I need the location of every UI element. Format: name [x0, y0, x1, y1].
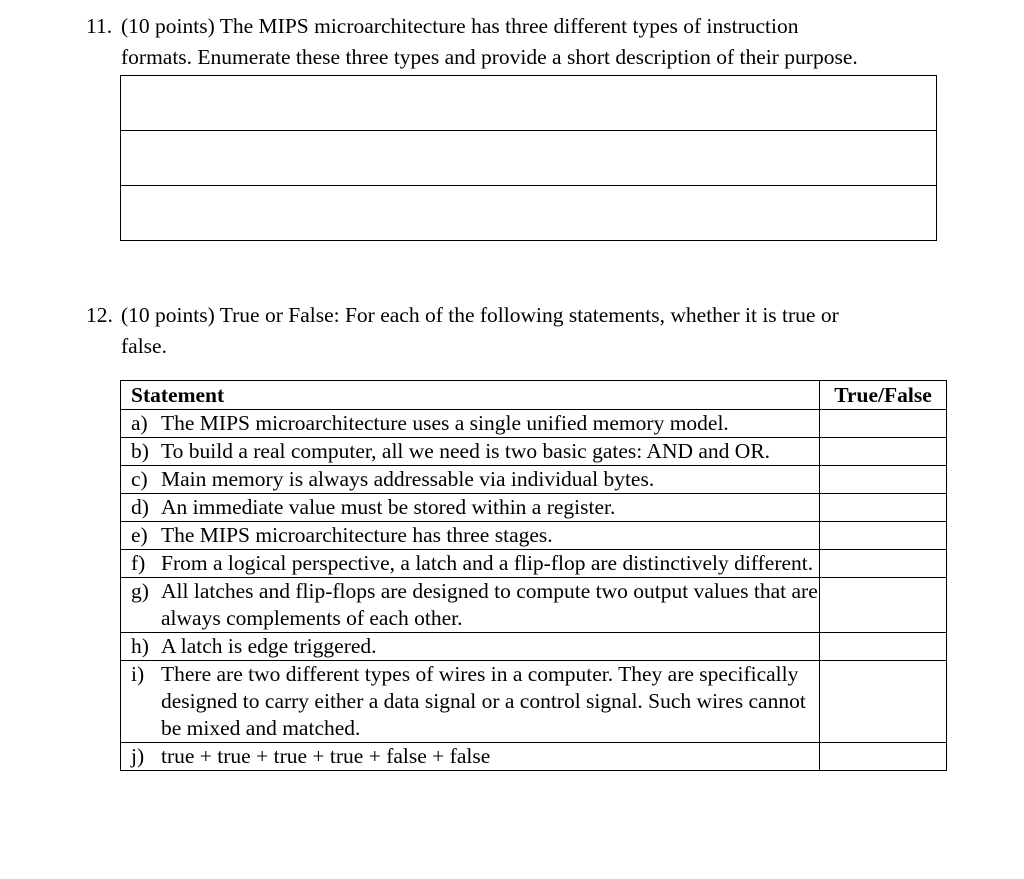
answer-cell[interactable] [820, 578, 947, 633]
table-body [121, 410, 947, 771]
answer-cell[interactable] [820, 466, 947, 494]
answer-row-3[interactable] [121, 186, 936, 240]
answer-row-2[interactable] [121, 131, 936, 186]
question-11-number: 11. [86, 14, 113, 38]
header-true-false: True/False [820, 381, 947, 410]
table-row [121, 410, 947, 438]
table-header-row [121, 381, 947, 410]
statement-item [131, 743, 819, 770]
question-11-heading [86, 11, 798, 42]
answer-cell[interactable] [820, 633, 947, 661]
statement-item [131, 466, 819, 493]
question-12-line2: false. [121, 334, 167, 358]
statement-text: Main memory is always addressable via individual bytes. [161, 467, 655, 491]
statement-item [131, 550, 819, 577]
statement-label: h) [131, 634, 149, 658]
answer-cell[interactable] [820, 550, 947, 578]
statement-label: d) [131, 495, 149, 519]
statement-label: j) [131, 744, 145, 768]
statement-text: All latches and flip-flops are designed to compute two output values that are always complements of each other. [161, 579, 818, 630]
answer-cell[interactable] [820, 661, 947, 743]
question-11-line2: formats. Enumerate these three types and provide a short description of their purpose. [121, 45, 858, 69]
statement-cell [121, 466, 820, 494]
statement-label: g) [131, 579, 149, 603]
table-row [121, 550, 947, 578]
answer-row-1[interactable] [121, 76, 936, 131]
statement-item [131, 410, 819, 437]
statement-item [131, 438, 819, 465]
question-11-answer-box [120, 75, 937, 241]
statement-text: The MIPS microarchitecture uses a single unified memory model. [161, 411, 729, 435]
statement-cell [121, 410, 820, 438]
statement-cell [121, 494, 820, 522]
statement-item [131, 494, 819, 521]
statement-cell [121, 633, 820, 661]
statement-cell [121, 522, 820, 550]
statement-text: The MIPS microarchitecture has three stages. [161, 523, 553, 547]
table-row [121, 494, 947, 522]
statement-cell [121, 550, 820, 578]
answer-cell[interactable] [820, 410, 947, 438]
statement-label: b) [131, 439, 149, 463]
question-12-number: 12. [86, 303, 113, 327]
statement-label: c) [131, 467, 148, 491]
question-12-heading [86, 300, 839, 331]
table-row [121, 743, 947, 771]
statement-text: There are two different types of wires in a computer. They are specifically designed to carry either a data signal or a control signal. Such wires cannot be mixed and matched. [161, 662, 806, 740]
statement-text: To build a real computer, all we need is two basic gates: AND and OR. [161, 439, 771, 463]
question-11-line1: (10 points) The MIPS microarchitecture has three different types of instruction [121, 14, 799, 38]
statement-item [131, 578, 819, 632]
true-false-table [120, 380, 947, 771]
answer-cell[interactable] [820, 494, 947, 522]
statement-label: f) [131, 551, 146, 575]
statement-item [131, 633, 819, 660]
statement-cell [121, 438, 820, 466]
table-row [121, 661, 947, 743]
answer-cell[interactable] [820, 522, 947, 550]
statement-label: e) [131, 523, 148, 547]
statement-label: i) [131, 662, 145, 686]
statement-label: a) [131, 411, 148, 435]
statement-cell [121, 743, 820, 771]
question-12-line1: (10 points) True or False: For each of the following statements, whether it is true or [121, 303, 839, 327]
statement-text: A latch is edge triggered. [161, 634, 377, 658]
table-row [121, 633, 947, 661]
statement-cell [121, 661, 820, 743]
statement-item [131, 661, 819, 742]
statement-text: true + true + true + true + false + false [161, 744, 491, 768]
statement-text: From a logical perspective, a latch and a flip-flop are distinctively different. [161, 551, 814, 575]
header-statement: Statement [121, 381, 820, 410]
answer-cell[interactable] [820, 438, 947, 466]
table-row [121, 522, 947, 550]
table-row [121, 466, 947, 494]
statement-item [131, 522, 819, 549]
statement-text: An immediate value must be stored within a register. [161, 495, 616, 519]
table-row [121, 438, 947, 466]
table-row [121, 578, 947, 633]
answer-cell[interactable] [820, 743, 947, 771]
statement-cell [121, 578, 820, 633]
